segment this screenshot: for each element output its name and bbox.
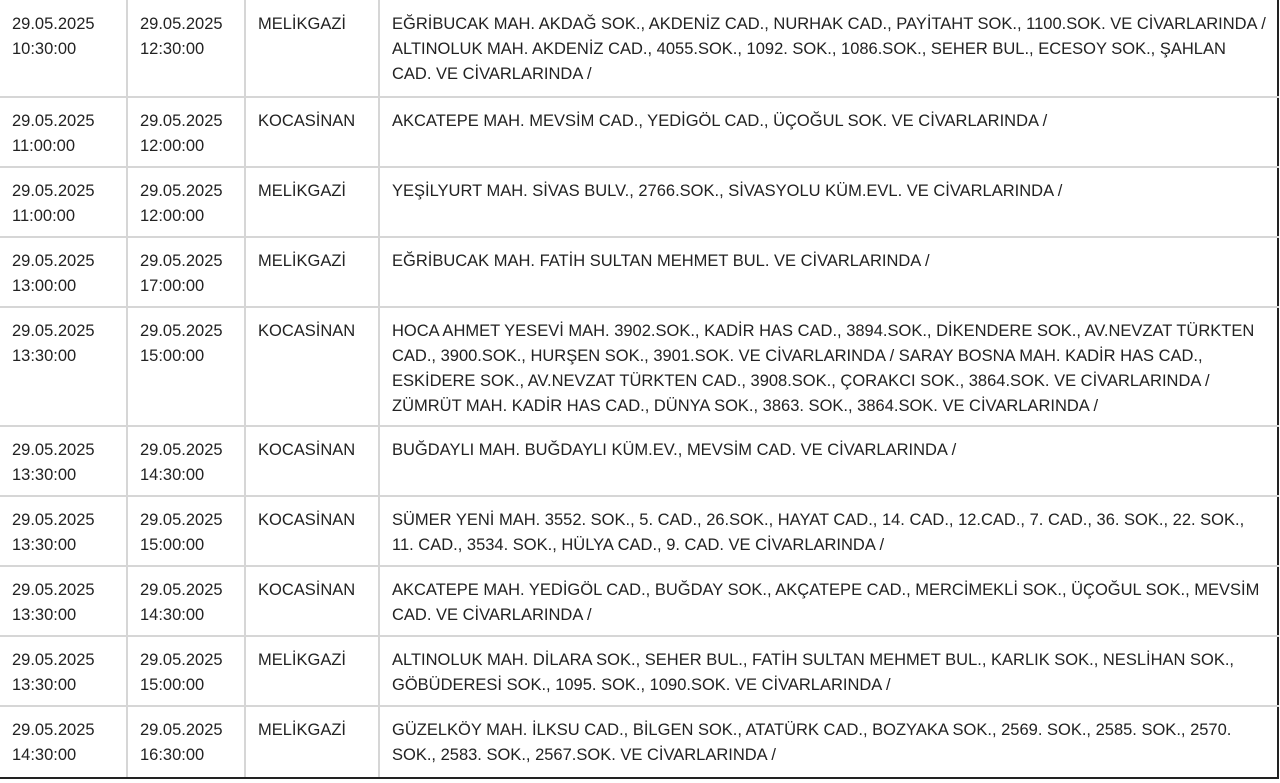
end-date: 29.05.2025: [140, 15, 223, 33]
district-cell: [245, 237, 379, 307]
start-datetime-cell: [0, 307, 127, 426]
district-cell: [245, 426, 379, 496]
start-time: 10:30:00: [12, 40, 77, 58]
end-datetime-cell: [127, 0, 245, 97]
start-time: 11:00:00: [12, 137, 76, 155]
table-row: [0, 496, 1278, 566]
district-name: KOCASİNAN: [258, 441, 356, 459]
start-date: 29.05.2025: [12, 651, 95, 669]
start-datetime-cell: [0, 97, 127, 167]
end-date: 29.05.2025: [140, 581, 223, 599]
district-name: KOCASİNAN: [258, 112, 356, 130]
locations-cell: [379, 496, 1278, 566]
start-datetime-cell: [0, 0, 127, 97]
district-name: MELİKGAZİ: [258, 15, 347, 33]
district-cell: [245, 0, 379, 97]
start-datetime-cell: [0, 237, 127, 307]
end-time: 12:00:00: [140, 207, 205, 225]
start-date: 29.05.2025: [12, 15, 95, 33]
start-datetime-cell: [0, 636, 127, 706]
district-name: MELİKGAZİ: [258, 651, 347, 669]
start-time: 13:00:00: [12, 277, 77, 295]
locations-cell: [379, 167, 1278, 237]
start-date: 29.05.2025: [12, 252, 95, 270]
end-time: 12:00:00: [140, 137, 205, 155]
locations-cell: [379, 706, 1278, 778]
locations-cell: [379, 237, 1278, 307]
end-time: 14:30:00: [140, 466, 205, 484]
end-date: 29.05.2025: [140, 441, 223, 459]
table-row: [0, 706, 1278, 778]
table-row: [0, 0, 1278, 97]
table-row: [0, 97, 1278, 167]
start-date: 29.05.2025: [12, 182, 95, 200]
end-time: 15:00:00: [140, 347, 205, 365]
start-time: 13:30:00: [12, 536, 77, 554]
end-time: 15:00:00: [140, 536, 205, 554]
district-cell: [245, 496, 379, 566]
end-date: 29.05.2025: [140, 252, 223, 270]
start-datetime-cell: [0, 566, 127, 636]
end-datetime-cell: [127, 426, 245, 496]
affected-locations: BUĞDAYLI MAH. BUĞDAYLI KÜM.EV., MEVSİM CAD. VE CİVARLARINDA /: [392, 441, 957, 459]
end-time: 16:30:00: [140, 746, 205, 764]
end-date: 29.05.2025: [140, 721, 223, 739]
table-row: [0, 307, 1278, 426]
locations-cell: [379, 566, 1278, 636]
affected-locations: EĞRİBUCAK MAH. AKDAĞ SOK., AKDENİZ CAD., NURHAK CAD., PAYİTAHT SOK., 1100.SOK. VE CİVARLARINDA / ALTINOLUK MAH. AKDENİZ CAD., 4055.SOK., 1092. SOK., 1086.SOK., SEHER BUL., ECESOY SOK., ŞAHLAN CAD. VE CİVARLARINDA /: [392, 15, 1266, 83]
district-cell: [245, 307, 379, 426]
affected-locations: SÜMER YENİ MAH. 3552. SOK., 5. CAD., 26.SOK., HAYAT CAD., 14. CAD., 12.CAD., 7. CAD., 36. SOK., 22. SOK., 11. CAD., 3534. SOK., HÜLYA CAD., 9. CAD. VE CİVARLARINDA /: [392, 511, 1245, 554]
table-row: [0, 237, 1278, 307]
end-time: 17:00:00: [140, 277, 205, 295]
end-date: 29.05.2025: [140, 322, 223, 340]
district-cell: [245, 706, 379, 778]
end-date: 29.05.2025: [140, 511, 223, 529]
start-time: 14:30:00: [12, 746, 77, 764]
start-date: 29.05.2025: [12, 511, 95, 529]
affected-locations: AKCATEPE MAH. MEVSİM CAD., YEDİGÖL CAD., ÜÇOĞUL SOK. VE CİVARLARINDA /: [392, 112, 1048, 130]
district-name: KOCASİNAN: [258, 511, 356, 529]
locations-cell: [379, 97, 1278, 167]
table-row: [0, 566, 1278, 636]
start-datetime-cell: [0, 426, 127, 496]
locations-cell: [379, 307, 1278, 426]
affected-locations: EĞRİBUCAK MAH. FATİH SULTAN MEHMET BUL. VE CİVARLARINDA /: [392, 252, 930, 270]
end-datetime-cell: [127, 496, 245, 566]
district-name: KOCASİNAN: [258, 581, 356, 599]
table-row: [0, 636, 1278, 706]
district-name: KOCASİNAN: [258, 322, 356, 340]
end-datetime-cell: [127, 307, 245, 426]
end-datetime-cell: [127, 167, 245, 237]
district-name: MELİKGAZİ: [258, 252, 347, 270]
start-time: 13:30:00: [12, 466, 77, 484]
start-datetime-cell: [0, 167, 127, 237]
start-time: 13:30:00: [12, 347, 77, 365]
district-cell: [245, 97, 379, 167]
end-date: 29.05.2025: [140, 651, 223, 669]
district-name: MELİKGAZİ: [258, 182, 347, 200]
affected-locations: GÜZELKÖY MAH. İLKSU CAD., BİLGEN SOK., ATATÜRK CAD., BOZYAKA SOK., 2569. SOK., 2585. SOK., 2570. SOK., 2583. SOK., 2567.SOK. VE CİVARLARINDA /: [392, 721, 1232, 764]
start-date: 29.05.2025: [12, 441, 95, 459]
affected-locations: AKCATEPE MAH. YEDİGÖL CAD., BUĞDAY SOK., AKÇATEPE CAD., MERCİMEKLİ SOK., ÜÇOĞUL SOK., MEVSİM CAD. VE CİVARLARINDA /: [392, 581, 1260, 624]
start-date: 29.05.2025: [12, 581, 95, 599]
district-cell: [245, 636, 379, 706]
end-time: 15:00:00: [140, 676, 205, 694]
affected-locations: HOCA AHMET YESEVİ MAH. 3902.SOK., KADİR HAS CAD., 3894.SOK., DİKENDERE SOK., AV.NEVZAT TÜRKTEN CAD., 3900.SOK., HURŞEN SOK., 3901.SOK. VE CİVARLARINDA / SARAY BOSNA MAH. KADİR HAS CAD., ESKİDERE SOK., AV.NEVZAT TÜRKTEN CAD., 3908.SOK., ÇORAKCI SOK., 3864.SOK. VE CİVARLARINDA / ZÜMRÜT MAH. KADİR HAS CAD., DÜNYA SOK., 3863. SOK., 3864.SOK. VE CİVARLARINDA /: [392, 322, 1255, 415]
end-time: 14:30:00: [140, 606, 205, 624]
end-datetime-cell: [127, 237, 245, 307]
district-name: MELİKGAZİ: [258, 721, 347, 739]
start-datetime-cell: [0, 706, 127, 778]
locations-cell: [379, 0, 1278, 97]
locations-cell: [379, 636, 1278, 706]
district-cell: [245, 566, 379, 636]
end-datetime-cell: [127, 97, 245, 167]
end-datetime-cell: [127, 636, 245, 706]
start-time: 11:00:00: [12, 207, 76, 225]
table-row: [0, 426, 1278, 496]
start-datetime-cell: [0, 496, 127, 566]
end-datetime-cell: [127, 706, 245, 778]
start-date: 29.05.2025: [12, 721, 95, 739]
table-row: [0, 167, 1278, 237]
start-time: 13:30:00: [12, 606, 77, 624]
end-date: 29.05.2025: [140, 112, 223, 130]
start-time: 13:30:00: [12, 676, 77, 694]
start-date: 29.05.2025: [12, 322, 95, 340]
end-datetime-cell: [127, 566, 245, 636]
affected-locations: ALTINOLUK MAH. DİLARA SOK., SEHER BUL., FATİH SULTAN MEHMET BUL., KARLIK SOK., NESLİHAN SOK., GÖBÜDERESİ SOK., 1095. SOK., 1090.SOK. VE CİVARLARINDA /: [392, 651, 1235, 694]
district-cell: [245, 167, 379, 237]
affected-locations: YEŞİLYURT MAH. SİVAS BULV., 2766.SOK., SİVASYOLU KÜM.EVL. VE CİVARLARINDA /: [392, 182, 1063, 200]
end-date: 29.05.2025: [140, 182, 223, 200]
end-time: 12:30:00: [140, 40, 205, 58]
start-date: 29.05.2025: [12, 112, 95, 130]
locations-cell: [379, 426, 1278, 496]
